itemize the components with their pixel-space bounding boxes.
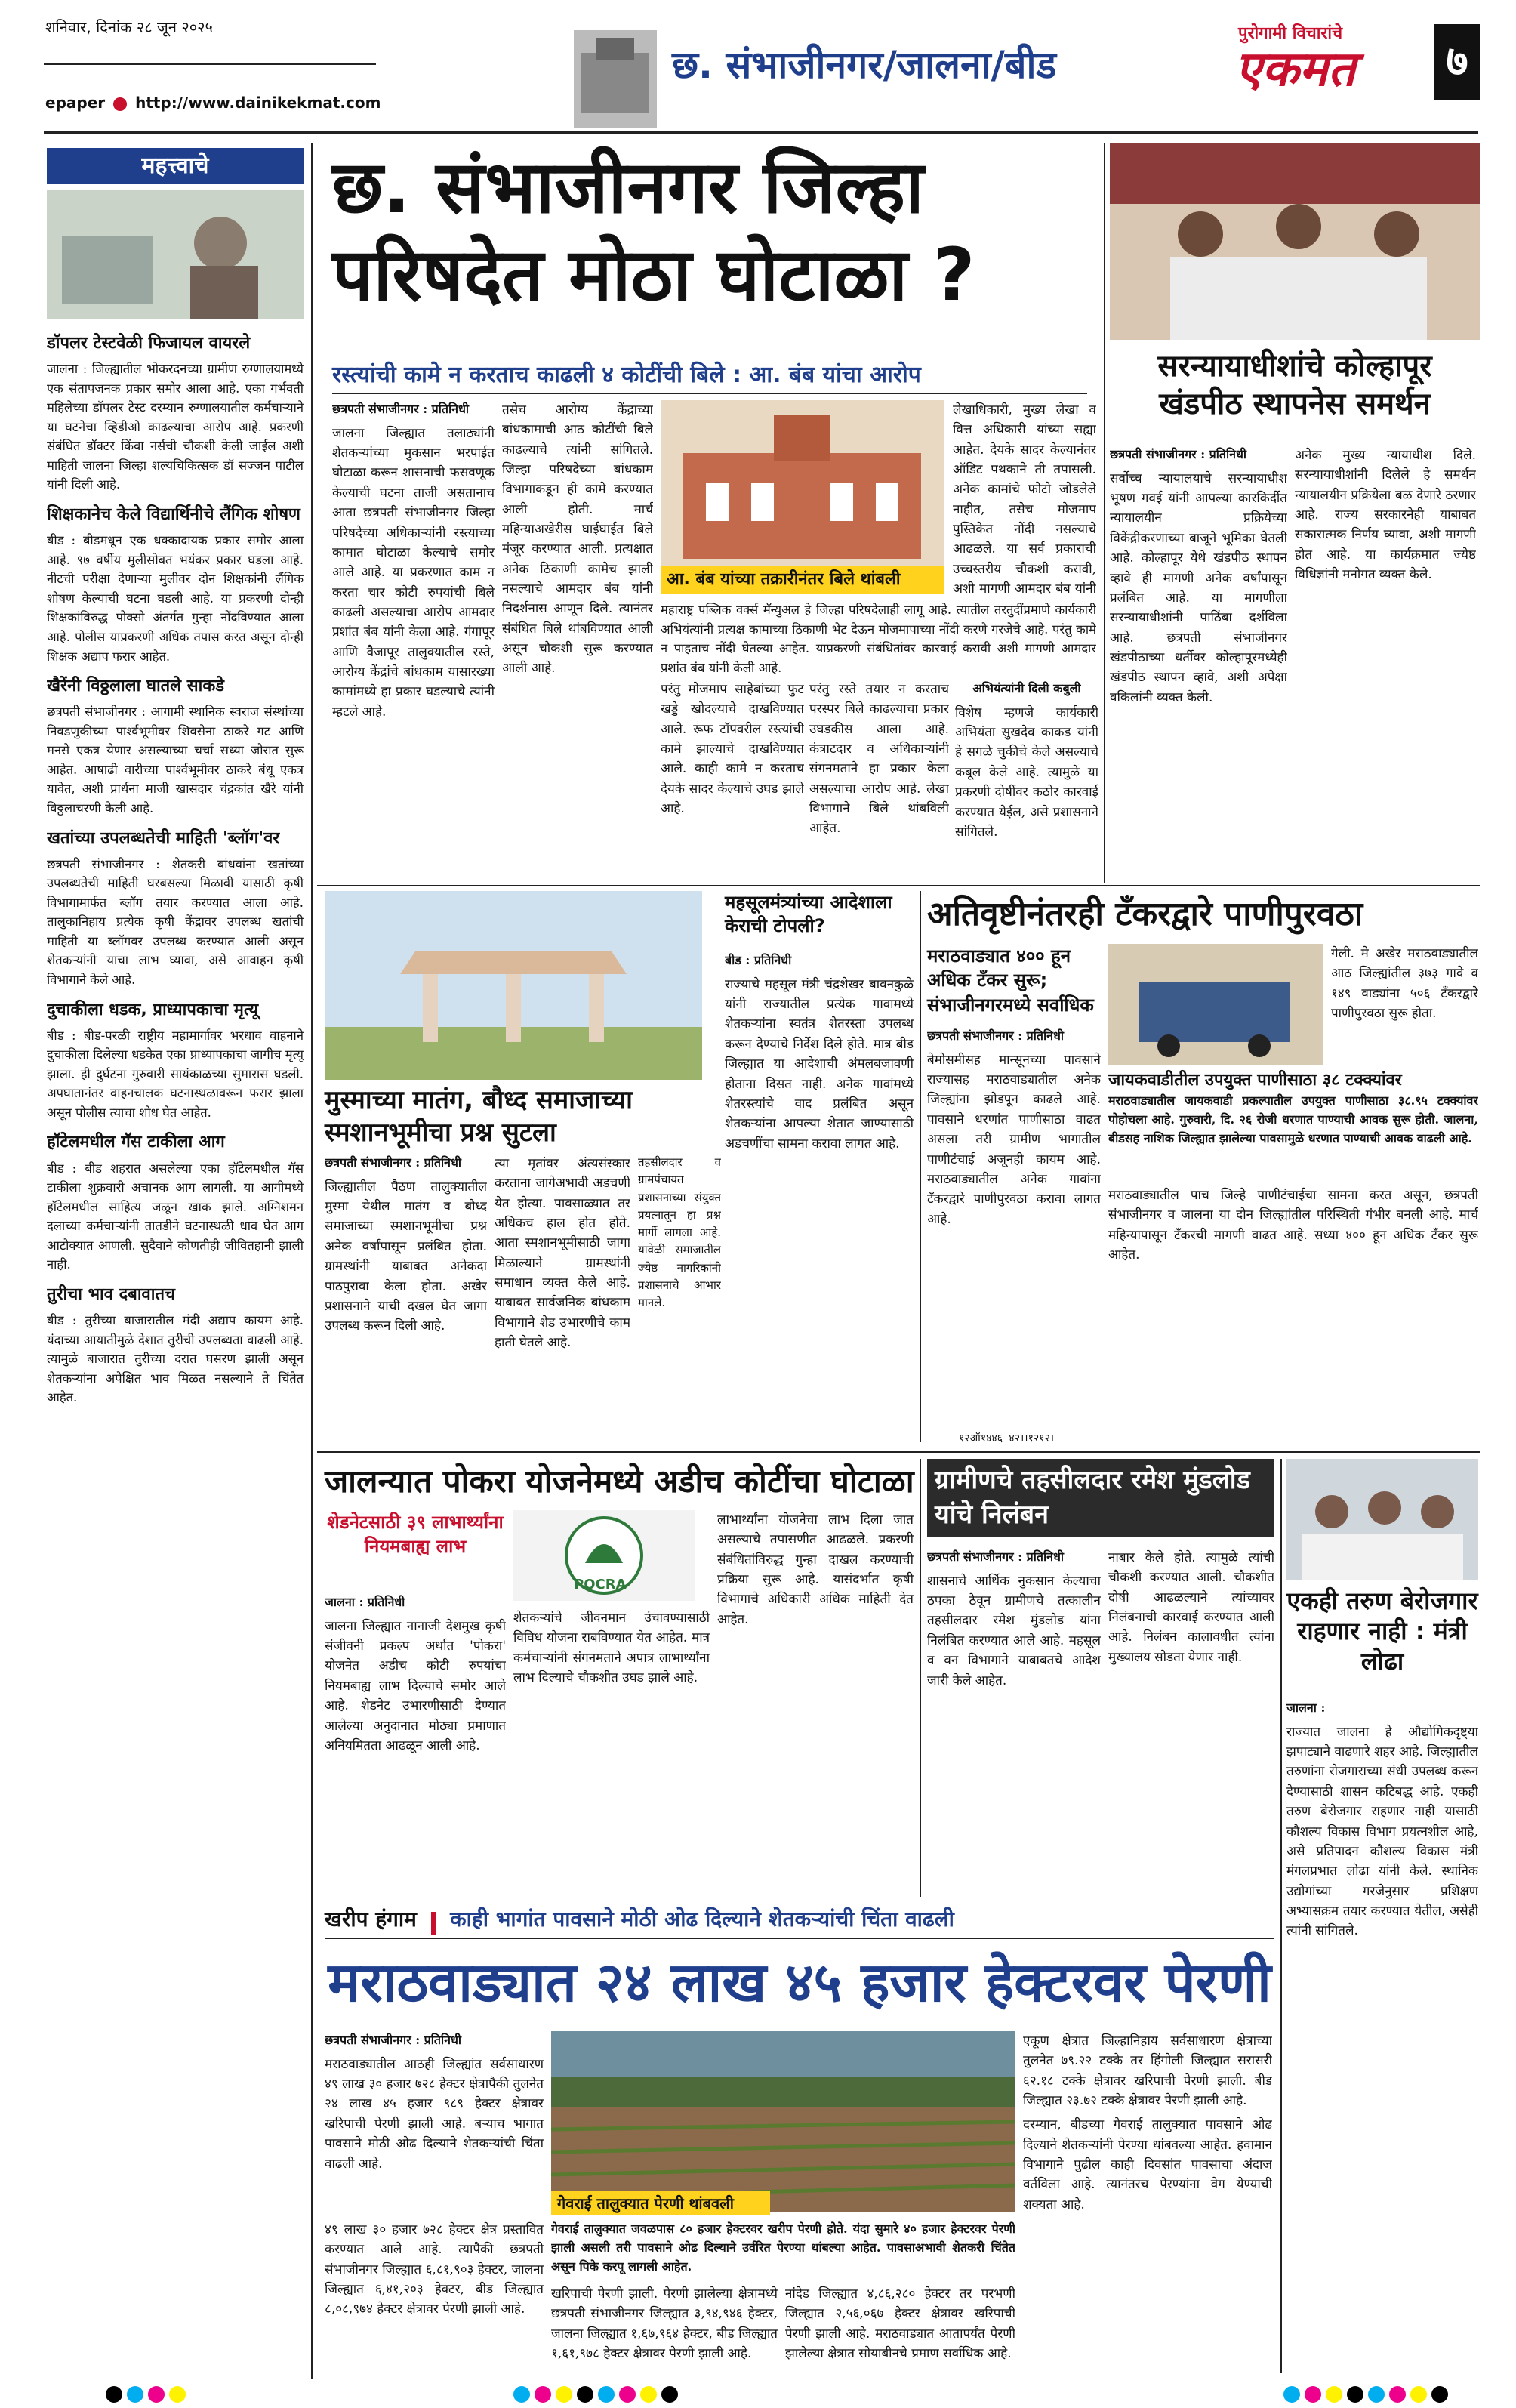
suspension-col1-text: शासनाचे आर्थिक नुकसान केल्याचा ठपका ठेवून ग्रामीणचे तत्कालीन तहसीलदार रमेश मुंडलोड यांना निलंबित करण्यात आले आहे. महसूल व वन विभागाने याबाबतचे आदेश जारी केले आहेत. xyxy=(927,1573,1101,1688)
edition-title: छ. संभाजीनगर/जालना/बीड xyxy=(672,43,1057,87)
pocra-subhead: शेडनेटसाठी ३९ लाभार्थ्यांना नियमबाह्य लाभ xyxy=(327,1512,504,1558)
youth-column xyxy=(1286,1699,1478,2371)
kharif-col5-text: खरिपाची पेरणी झाली. पेरणी झालेल्या क्षेत्रामध्ये छत्रपती संभाजीनगर जिल्ह्यात ३,९४,९४६ हेक्टर, जालना जिल्ह्यात १,६७,९६४ हेक्टर, बीड जिल्ह्यात १,६१,९७८ हेक्टर क्षेत्रावर पेरणी झाली आहे. xyxy=(551,2286,778,2362)
sidebar-item-title: तुरीचा भाव दबावातच xyxy=(47,1284,176,1304)
lead-col1-text: जालना जिल्ह्यात तलाठ्यांनी शेतकऱ्यांच्या मुकसान भरपाईत घोटाळा करून शासनाची फसवणूक केल्याची घटना ताजी असतानाच आता छत्रपती संभाजीनगर जिल्हा परिषदेच्या अधिकाऱ्यांनी रस्त्याच्या कामात घोटाळा केल्याचे समोर आले आहे. या प्रकरणात काम न करता चार कोटी रुपयांची बिले काढली असल्याचा आरोप आमदार प्रशांत बंब यांनी केला आहे. गंगापूर आणि वैजापूर तालुक्यातील रस्ते, आरोग्य केंद्रांचे बांधकाम यासारख्या कामांमध्ये हा प्रकार घडल्याचे त्यांनी म्हटले आहे. xyxy=(332,425,495,720)
sidebar-item[interactable] xyxy=(47,826,304,990)
lead-col6-text: विशेष म्हणजे कार्यकारी अभियंता सुखदेव काकड यांनी हे सगळे चुकीचे केले असल्याचे कबूल केले आहे. त्यामुळे या प्रकरणी दोषींवर कठोर कारवाई करण्यात येईल, असे प्रशासनाने सांगितले. xyxy=(955,705,1098,840)
kharif-col1-text: मराठवाड्यातील आठही जिल्ह्यांत सर्वसाधारण ४९ लाख ३० हजार ७२८ हेक्टर क्षेत्रापैकी तुलनेत २४ लाख ४५ हजार ९८९ हेक्टर क्षेत्रावर खरिपाची पेरणी झाली आहे. बऱ्याच भागात पावसाने मोठी ओढ दिल्याने शेतकऱ्यांची चिंता वाढली आहे. xyxy=(325,2056,544,2172)
kharif-photo-text xyxy=(551,2220,1015,2280)
kharif-column-2 xyxy=(325,2220,544,2371)
sidebar-item[interactable] xyxy=(47,1130,304,1274)
suspension-column-2 xyxy=(1108,1548,1274,1895)
sidebar-item-body: बीड : बीड-परळी राष्ट्रीय महामार्गावर भरधाव वाहनाने दुचाकीला दिलेल्या धडकेत एका प्राध्यापकाचा जागीच मृत्यू झाला. ही दुर्घटना गुरुवारी सायंकाळच्या सुमारास घडली. अपघातानंतर वाहनचालक घटनास्थळावरून फरार झाला असून पोलीस त्याचा शोध घेत आहेत. xyxy=(47,1028,304,1120)
chief-justice-photo xyxy=(1110,143,1480,340)
tanker-headline: अतिवृष्टीनंतरही टँकरद्वारे पाणीपुरवठा xyxy=(927,895,1363,933)
globe-icon xyxy=(113,97,127,111)
lead-col5-text: परंतु रस्ते तयार न करताच परस्पर बिले काढल्याचा प्रकार उघडकीस आला आहे. कंत्राटदार व अधिकाऱ्यांनी संगनमताने हा प्रकार केला असल्याचा आरोप आहे. लेखा विभागाने बिले थांबविली आहेत. xyxy=(809,682,949,837)
sidebar-hospital-photo xyxy=(47,190,304,319)
kharif-col2-text: ४९ लाख ३० हजार ७२८ हेक्टर क्षेत्र प्रस्तावित करण्यात आले आहे. त्यापैकी छत्रपती संभाजीनगर जिल्ह्यात ६,८१,९०३ हेक्टर, जालना जिल्ह्यात ६,४१,२०३ हेक्टर, बीड जिल्ह्यात ८,०८,९७४ हेक्टर क्षेत्रावर पेरणी झाली आहे. xyxy=(325,2222,544,2317)
dam-text-body: मराठवाड्यातील जायकवाडी प्रकल्पातील उपयुक्त पाणीसाठा ३८.९५ टक्क्यांवर पोहोचला आहे. गुरुवारी, दि. २६ रोजी धरणात पाण्याची आवक सुरू होती. जालना, बीडसह नाशिक जिल्ह्यात झालेल्या पावसामुळे धरणात पाण्याची आवक वाढली आहे. xyxy=(1108,1093,1478,1145)
lead-column-2 xyxy=(502,400,653,732)
minister-photo xyxy=(1286,1459,1478,1580)
kharif-column-6 xyxy=(785,2284,1015,2371)
order-divider xyxy=(920,891,921,1442)
pocra-column-2 xyxy=(513,1608,710,1895)
suspension-byline: छत्रपती संभाजीनगर : प्रतिनिधी xyxy=(927,1549,1065,1564)
cemetery-column-2 xyxy=(495,1154,630,1456)
sidebar-item-title: खैरेंनी विठ्ठलाला घातले साकडे xyxy=(47,677,224,696)
bench-column-2 xyxy=(1295,446,1476,868)
pocra-headline: जालन्यात पोकरा योजनेमध्ये अडीच कोटींचा घोटाळा xyxy=(325,1463,914,1500)
lead-col2-text: तसेच आरोग्य केंद्राच्या बांधकामाची आठ कोटींची बिले काढल्याचे त्यांनी सांगितले. जिल्हा परिषदेच्या बांधकाम विभागाकडून ही कामे करण्यात आली होती. मार्च महिन्याअखेरीस घाईघाईत बिले मंजूर करण्यात आली. प्रत्यक्षात अनेक ठिकाणी कामेच झाली नसल्याचे आमदार बंब यांनी निदर्शनास आणून दिले. त्यानंतर संबंधित बिले थांबविण्यात आली असून चौकशी सुरू करण्यात आली आहे. xyxy=(502,402,653,677)
kharif-headline: मराठवाड्यात २४ लाख ४५ हजार हेक्टरवर पेरणी xyxy=(328,1950,1271,2014)
sidebar-divider xyxy=(311,143,313,2379)
bench-byline: छत्रपती संभाजीनगर : प्रतिनिधी xyxy=(1110,447,1247,461)
sidebar-item-title: हॉटेलमधील गॅस टाकीला आग xyxy=(47,1133,225,1152)
brand-logo: एकमत xyxy=(1235,42,1356,97)
pocra-column-1 xyxy=(325,1593,506,1895)
lead-headline-line1: छ. संभाजीनगर जिल्हा xyxy=(332,145,924,230)
sidebar-item-body: छत्रपती संभाजीनगर : शेतकरी बांधवांना खतांच्या उपलब्धतेची माहिती घरबसल्या मिळावी यासाठी कृषी विभागामार्फत ब्लॉग तयार करण्यात आला आहे. तालुकानिहाय प्रत्येक कृषी केंद्रावर उपलब्ध खतांची माहिती या ब्लॉगवर उपलब्ध करण्यात आली असून शेतकऱ्यांनी याचा लाभ घ्यावा, असे आवाहन कृषी विभागाने केले आहे. xyxy=(47,856,304,987)
lead-deck: रस्त्यांची कामे न करताच काढली ४ कोटींची बिले : आ. बंब यांचा आरोप xyxy=(332,362,921,388)
pocra-divider xyxy=(920,1459,921,1897)
website-link[interactable]: http://www.dainikekmat.com xyxy=(135,94,381,112)
bench-column-1 xyxy=(1110,446,1287,868)
order-headline: महसूलमंत्र्यांच्या आदेशाला केराची टोपली? xyxy=(725,892,892,937)
pocra-column-3 xyxy=(717,1510,914,1895)
kharif-tag-bar xyxy=(431,1912,436,1935)
sidebar-column xyxy=(47,323,304,2377)
lead-subhead: अभियंत्यांनी दिली कबुली xyxy=(972,681,1081,695)
order-column xyxy=(725,951,914,1442)
small-reference: १२ऑ१४४६ ४२।।१२१२। xyxy=(959,1432,1055,1444)
cemetery-col3-text: तहसीलदार व ग्रामपंचायत प्रशासनाच्या संयुक्त प्रयत्नातून हा प्रश्न मार्गी लागला आहे. यावेळी समाजातील ज्येष्ठ नागरिकांनी प्रशासनाचे आभार मानले. xyxy=(638,1155,721,1309)
tanker-column-1 xyxy=(927,1027,1101,1442)
kharif-tagline: काही भागांत पावसाने मोठी ओढ दिल्याने शेतकऱ्यांची चिंता वाढली xyxy=(450,1907,954,1932)
sidebar-item-title: खतांच्या उपलब्धतेची माहिती 'ब्लॉग'वर xyxy=(47,828,280,848)
dam-text xyxy=(1108,1092,1478,1179)
registration-marks-left xyxy=(106,2386,186,2403)
suspension-divider xyxy=(1280,1459,1282,2373)
registration-marks-center xyxy=(513,2386,678,2403)
sidebar-item-body: बीड : तुरीच्या बाजारातील मंदी अद्याप कायम आहे. यंदाच्या आयातीमुळे देशात तुरीची उपलब्धता वाढली आहे. त्यामुळे बाजारात तुरीच्या दरात घसरण झाली असून शेतकऱ्यांना अपेक्षित भाव मिळत नसल्याने ते चिंतेत आहेत. xyxy=(47,1313,304,1405)
tanker-column-3 xyxy=(1331,944,1478,1065)
sidebar-item[interactable] xyxy=(47,674,304,818)
sidebar-item-body: बीड : बीडमधून एक धक्कादायक प्रकार समोर आला आहे. ९७ वर्षीय मुलीसोबत भयंकर प्रकार घडला आहे. नीटची परीक्षा देणाऱ्या मुलीवर दोन शिक्षकांनी लैंगिक शोषण केल्याची घटना घडली आहे. या प्रकरणी दोन्ही शिक्षकांविरुद्ध पोक्सो अंतर्गत गुन्हा नोंदविण्यात आला आहे. पोलीस याप्रकरणी अधिक तपास करत असून दोन्ही शिक्षक अद्याप फरार आहेत. xyxy=(47,533,304,664)
kharif-col4-text: दरम्यान, बीडच्या गेवराई तालुक्यात पावसाने ओढ दिल्याने शेतकऱ्यांनी पेरण्या थांबवल्या आहेत. हवामान विभागाने पुढील काही दिवसांत पावसाचा अंदाज वर्तविला आहे. त्यानंतरच पेरण्यांना वेग येण्याची शक्यता आहे. xyxy=(1023,2117,1272,2212)
bench-col1-text: सर्वोच्च न्यायालयाचे सरन्यायाधीश भूषण गवई यांनी आपल्या कारकिर्दीत न्यायालयीन प्रक्रियेच्या विकेंद्रीकरणाच्या बाजूने भूमिका घेतली आहे. कोल्हापूर येथे खंडपीठ स्थापन व्हावे ही मागणी अनेक वर्षांपासून प्रलंबित आहे. या मागणीला सरन्यायाधीशांनी पाठिंबा दर्शविला आहे. छत्रपती संभाजीनगर खंडपीठाच्या धर्तीवर कोल्हापूरमध्येही खंडपीठ स्थापन व्हावे, अशी अपेक्षा वकिलांनी व्यक्त केली. xyxy=(1110,470,1287,705)
lead-body-wide xyxy=(661,600,1096,676)
sidebar-item[interactable] xyxy=(47,502,304,666)
lead-divider-right xyxy=(1104,143,1105,883)
epaper-label: epaper xyxy=(45,94,106,112)
order-byline: बीड : प्रतिनिधी xyxy=(725,953,792,967)
sidebar-item-title: दुचाकीला धडक, प्राध्यापकाचा मृत्यू xyxy=(47,1000,259,1019)
cemetery-col1-text: जिल्ह्यातील पैठण तालुक्यातील मुस्मा येथील मातंग व बौध्द समाजाच्या स्मशानभूमीचा प्रश्न अनेक वर्षांपासून प्रलंबित होता. ग्रामस्थांनी याबाबत अनेकदा पाठपुरावा केला होता. अखेर प्रशासनाने याची दखल घेत जागा उपलब्ध करून दिली आहे. xyxy=(325,1179,487,1334)
lead-byline: छत्रपती संभाजीनगर : प्रतिनिधी xyxy=(332,402,470,416)
pocra-col3-text: लाभार्थ्यांना योजनेचा लाभ दिला जात असल्याचे तपासणीत आढळले. प्रकरणी संबंधितांविरुद्ध गुन्हा दाखल करण्याची प्रक्रिया सुरू आहे. यासंदर्भात कृषी विभागाचे अधिकारी अधिक माहिती देत आहेत. xyxy=(717,1512,914,1627)
header-date: शनिवार, दिनांक २८ जून २०२५ xyxy=(45,18,213,36)
pocra-logo-text: POCRA xyxy=(574,1577,627,1592)
cemetery-byline: छत्रपती संभाजीनगर : प्रतिनिधी xyxy=(325,1155,462,1170)
sidebar-item-body: जालना : जिल्ह्यातील भोकरदनच्या ग्रामीण रुग्णालयामध्ये एक संतापजनक प्रकार समोर आला आहे. एका गर्भवती महिलेच्या डॉपलर टेस्ट दरम्यान रुग्णालयातील कर्मचाऱ्याने या घटनेचा व्हिडीओ काढल्याचा आरोप आहे. प्रकरणी संबंधित डॉक्टर किंवा नर्सची चौकशी केली जाईल अशी माहिती जालना जिल्हा शल्यचिकित्सक डॉ सज्जन पाटील यांनी दिली आहे. xyxy=(47,362,304,492)
sidebar-item-body: बीड : बीड शहरात असलेल्या एका हॉटेलमधील गॅस टाकीला शुक्रवारी अचानक आग लागली. या आगीमध्ये हॉटेलमधील साहित्य जळून खाक झाले. अग्निशमन दलाच्या कर्मचाऱ्यांनी तातडीने घटनास्थळी धाव घेत आग आटोक्यात आणली. सुदैवाने कोणतीही जीवितहानी झाली नाही. xyxy=(47,1161,304,1272)
lead-column-6 xyxy=(955,680,1098,876)
sidebar-heading: महत्त्वाचे xyxy=(47,148,304,184)
lead-column-5 xyxy=(809,680,949,876)
sidebar-item-title: शिक्षकानेच केले विद्यार्थिनीचे लैंगिक शोषण xyxy=(47,505,300,525)
kharif-tag: खरीप हंगाम xyxy=(325,1907,417,1932)
zp-building-photo xyxy=(661,400,944,566)
youth-text: राज्यात जालना हे औद्योगिकदृष्ट्या झपाट्याने वाढणारे शहर आहे. जिल्ह्यातील तरुणांना रोजगाराच्या संधी उपलब्ध करून देण्यासाठी शासन कटिबद्ध आहे. एकही तरुण बेरोजगार राहणार नाही यासाठी कौशल्य विकास विभाग प्रयत्नशील आहे, असे प्रतिपादन कौशल्य विकास मंत्री मंगलप्रभात लोढा यांनी केले. स्थानिक उद्योगांच्या गरजेनुसार प्रशिक्षण अभ्यासक्रम तयार करण्यात येतील, असेही त्यांनी सांगितले. xyxy=(1286,1724,1478,1939)
pocra-col2-text: शेतकऱ्यांचे जीवनमान उंचावण्यासाठी विविध योजना राबविण्यात येत आहेत. मात्र कर्मचाऱ्यांनी संगनमताने अपात्र लाभार्थ्यांना लाभ दिल्याचे चौकशीत उघड झाले आहे. xyxy=(513,1611,710,1686)
lead-col3-text: लेखाधिकारी, मुख्य लेखा व वित्त अधिकारी यांच्या सह्या आहेत. देयके सादर केल्यानंतर ऑडिट पथकाने ती तपासली. अनेक कामांचे फोटो जोडलेले नाहीत, तसेच मोजमाप पुस्तिकेत नोंदी नसल्याचे आढळले. या सर्व प्रकाराची उच्चस्तरीय चौकशी करावी, अशी मागणी आमदार बंब यांनी xyxy=(953,402,1096,597)
lead-column-1 xyxy=(332,400,495,732)
tanker-col2-text: मराठवाड्यातील पाच जिल्हे पाणीटंचाईचा सामना करत असून, छत्रपती संभाजीनगर व जालना या दोन जिल्ह्यांतील परिस्थिती गंभीर बनली आहे. मार्च महिन्यापासून टँकरची मागणी वाढत आहे. सध्या ४०० हून अधिक टँकर सुरू आहेत. xyxy=(1108,1188,1478,1263)
section-rule-2 xyxy=(317,1451,1480,1453)
sidebar-item[interactable] xyxy=(47,997,304,1123)
order-text: राज्याचे महसूल मंत्री चंद्रशेखर बावनकुळे यांनी राज्यातील प्रत्येक गावामध्ये शेतकऱ्यांना स्वतंत्र शेतरस्ता उपलब्ध करून देण्याचे निर्देश दिले होते. मात्र बीड जिल्ह्यात या आदेशाची अंमलबजावणी होताना दिसत नाही. अनेक गावांमध्ये शेतरस्त्यांचे वाद प्रलंबित असून शेतकऱ्यांना आपल्या शेतात जाण्यासाठी अडचणींचा सामना करावा लागत आहे. xyxy=(725,976,914,1152)
cemetery-headline: मुस्माच्या मातंग, बौध्द समाजाच्या स्मशानभूमीचा प्रश्न सुटला xyxy=(325,1085,633,1148)
lead-col4-text: परंतु मोजमाप साहेबांच्या फुट खड्डे खोदल्याचे दाखविण्यात आले. रूफ टॉपवरील रस्त्यांची कामे झाल्याचे दाखविण्यात आले. काही कामे न करताच देयके सादर केल्याचे उघड झाले आहे. xyxy=(661,682,804,817)
pocra-col1-text: जालना जिल्ह्यात नानाजी देशमुख कृषी संजीवनी प्रकल्प अर्थात 'पोकरा' योजनेत अडीच कोटी रुपयांचा नियमबाह्य लाभ दिल्याचे समोर आले आहे. शेडनेट उभारणीसाठी देण्यात आलेल्या अनुदानात मोठ्या प्रमाणात अनियमितता आढळून आली आहे. xyxy=(325,1618,506,1753)
tanker-col1-text: बेमोसमीसह मान्सूनच्या पावसाने राज्यासह मराठवाड्यातील अनेक जिल्ह्यांना झोडपून काढले आहे. पावसाने धरणांत पाणीसाठा वाढत असला तरी ग्रामीण भागातील पाणीटंचाई अजूनही कायम आहे. मराठवाड्यातील अनेक गावांना टँकरद्वारे पाणीपुरवठा करावा लागत आहे. xyxy=(927,1052,1101,1227)
lead-photo-caption: आ. बंब यांच्या तक्रारीनंतर बिले थांबली xyxy=(661,566,944,594)
suspension-headline: ग्रामीणचे तहसीलदार रमेश मुंडलोड यांचे निलंबन xyxy=(927,1459,1274,1537)
section-rule-1 xyxy=(317,885,1480,886)
kharif-column-5 xyxy=(551,2284,778,2371)
sidebar-item[interactable] xyxy=(47,1282,304,1407)
kharif-photo-text-body: गेवराई तालुक्यात जवळपास ८० हजार हेक्टरवर खरीप पेरणी होते. यंदा सुमारे ४० हजार हेक्टरवर पेरणी झाली असली तरी पावसाने ओढ दिल्याने उर्वरित पेरण्या थांबल्या आहेत. पावसाअभावी शेतकरी चिंतेत असून पिके करपू लागली आहेत. xyxy=(551,2221,1015,2274)
page-number: ७ xyxy=(1434,24,1480,100)
tanker-photo xyxy=(1108,944,1323,1065)
sowing-photo-caption: गेवराई तालुक्यात पेरणी थांबवली xyxy=(551,2191,770,2215)
lead-column-3 xyxy=(953,400,1096,597)
tanker-byline: छत्रपती संभाजीनगर : प्रतिनिधी xyxy=(927,1028,1065,1043)
sowing-field-photo xyxy=(551,2031,1015,2212)
cemetery-col2-text: त्या मृतांवर अंत्यसंस्कार करताना जागेअभावी अडचणी येत होत्या. पावसाळ्यात तर अधिकच हाल होत होते. आता स्मशानभूमीसाठी जागा मिळाल्याने ग्रामस्थांनी समाधान व्यक्त केले आहे. याबाबत सार्वजनिक बांधकाम विभागाने शेड उभारणीचे काम हाती घेतले आहे. xyxy=(495,1156,630,1351)
lead-body-wide-text: महाराष्ट्र पब्लिक वर्क्स मॅन्युअल हे जिल्हा परिषदेलाही लागू आहे. त्यातील तरतुदींप्रमाणे कार्यकारी अभियंत्यांनी प्रत्यक्ष कामाच्या ठिकाणी भेट देऊन मोजमापाच्या नोंदी करणे गरजेचे आहे. परंतु कामे न पाहताच नोंदी घेतल्या आहेत. याप्रकरणी संबंधितांवर कारवाई करावी अशी मागणी आमदार प्रशांत बंब यांनी केली आहे. xyxy=(661,603,1096,675)
lead-headline-line2: परिषदेत मोठा घोटाळा ? xyxy=(332,233,975,317)
bench-col2-text: अनेक मुख्य न्यायाधीश दिले. सरन्यायाधीशांनी दिलेले हे समर्थन न्यायालयीन प्रक्रियेला बळ देणारे ठरणार आहे. राज्य सरकारनेही याबाबत सकारात्मक निर्णय घ्यावा, अशी मागणी होत आहे. या कार्यक्रमात ज्येष्ठ विधिज्ञांनी मनोगत व्यक्त केले. xyxy=(1295,448,1476,583)
brand-tagline: पुरोगामी विचारांचे xyxy=(1238,24,1343,43)
dam-caption: जायकवाडीतील उपयुक्त पाणीसाठा ३८ टक्क्यांवर xyxy=(1108,1071,1402,1090)
sidebar-item-title: डॉपलर टेस्टवेळी फिजायल वायरले xyxy=(47,334,251,353)
epaper-line[interactable] xyxy=(45,94,381,112)
youth-byline: जालना : xyxy=(1286,1700,1326,1715)
cemetery-column-3 xyxy=(638,1154,721,1456)
suspension-column-1 xyxy=(927,1548,1101,1895)
kharif-col3-text: एकूण क्षेत्रात जिल्हानिहाय सर्वसाधारण क्षेत्राच्या तुलनेत ७९.२२ टक्के तर हिंगोली जिल्ह्यात सरासरी ६२.१८ टक्के क्षेत्रावर खरिपाची पेरणी झाली. बीड जिल्ह्यात २३.७२ टक्के क्षेत्रावर पेरणी झाली आहे. xyxy=(1023,2033,1272,2109)
tanker-subhead: मराठवाड्यात ४०० हून अधिक टँकर सुरू; संभाजीनगरमध्ये सर्वाधिक xyxy=(927,945,1094,1016)
registration-marks-right xyxy=(1283,2386,1448,2403)
tanker-col3-text: गेली. मे अखेर मराठवाड्यातील आठ जिल्ह्यांतील ३७३ गावे व १४९ वाड्यांना ५०६ टँकरद्वारे पाणीपुरवठा सुरू होता. xyxy=(1331,946,1478,1022)
suspension-col2-text: नाबार केले होते. त्यामुळे त्यांची चौकशी करण्यात आली. चौकशीत दोषी आढळल्याने त्यांच्यावर निलंबनाची कारवाई करण्यात आली आहे. निलंबन कालावधीत त्यांना मुख्यालय सोडता येणार नाही. xyxy=(1108,1550,1274,1665)
kharif-tagline-bar xyxy=(325,1904,1274,1939)
header-collage-image xyxy=(574,30,657,128)
cemetery-photo xyxy=(325,891,702,1080)
sidebar-item-body: छत्रपती संभाजीनगर : आगामी स्थानिक स्वराज संस्थांच्या निवडणुकीच्या पार्श्वभूमीवर शिवसेना ठाकरे गट आणि मनसे एकत्र येणार असल्याच्या चर्चा सध्या जोरात सुरू आहेत. आषाढी वारीच्या पार्श्वभूमीवर ठाकरे बंधू एकत्र यावेत, अशी प्रार्थना माजी खासदार चंद्रकांत खैरे यांनी विठ्ठलाचरणी केली आहे. xyxy=(47,705,304,816)
header-bottom-rule xyxy=(44,131,1478,134)
youth-headline: एकही तरुण बेरोजगार राहणार नाही : मंत्री लोढा xyxy=(1286,1586,1478,1676)
pocra-byline: जालना : प्रतिनिधी xyxy=(325,1595,405,1609)
tanker-column-2 xyxy=(1108,1186,1478,1442)
cemetery-column-1 xyxy=(325,1154,487,1456)
lead-deck-rule xyxy=(332,393,1087,394)
kharif-column-1 xyxy=(325,2031,544,2212)
kharif-col6-text: नांदेड जिल्ह्यात ४,८६,२८० हेक्टर तर परभणी जिल्ह्यात २,५६,०६७ हेक्टर क्षेत्रावर खरिपाची पेरणी झाली आहे. मराठवाड्यात आतापर्यंत पेरणी झालेल्या क्षेत्रात सोयाबीनचे प्रमाण सर्वाधिक आहे. xyxy=(785,2286,1015,2362)
bench-headline: सरन्यायाधीशांचे कोल्हापूर खंडपीठ स्थापनेस समर्थन xyxy=(1157,349,1432,421)
kharif-byline: छत्रपती संभाजीनगर : प्रतिनिधी xyxy=(325,2033,462,2047)
header-rule xyxy=(44,63,376,65)
sidebar-item[interactable] xyxy=(47,331,304,495)
kharif-column-3 xyxy=(1023,2031,1272,2371)
lead-column-4 xyxy=(661,680,804,876)
